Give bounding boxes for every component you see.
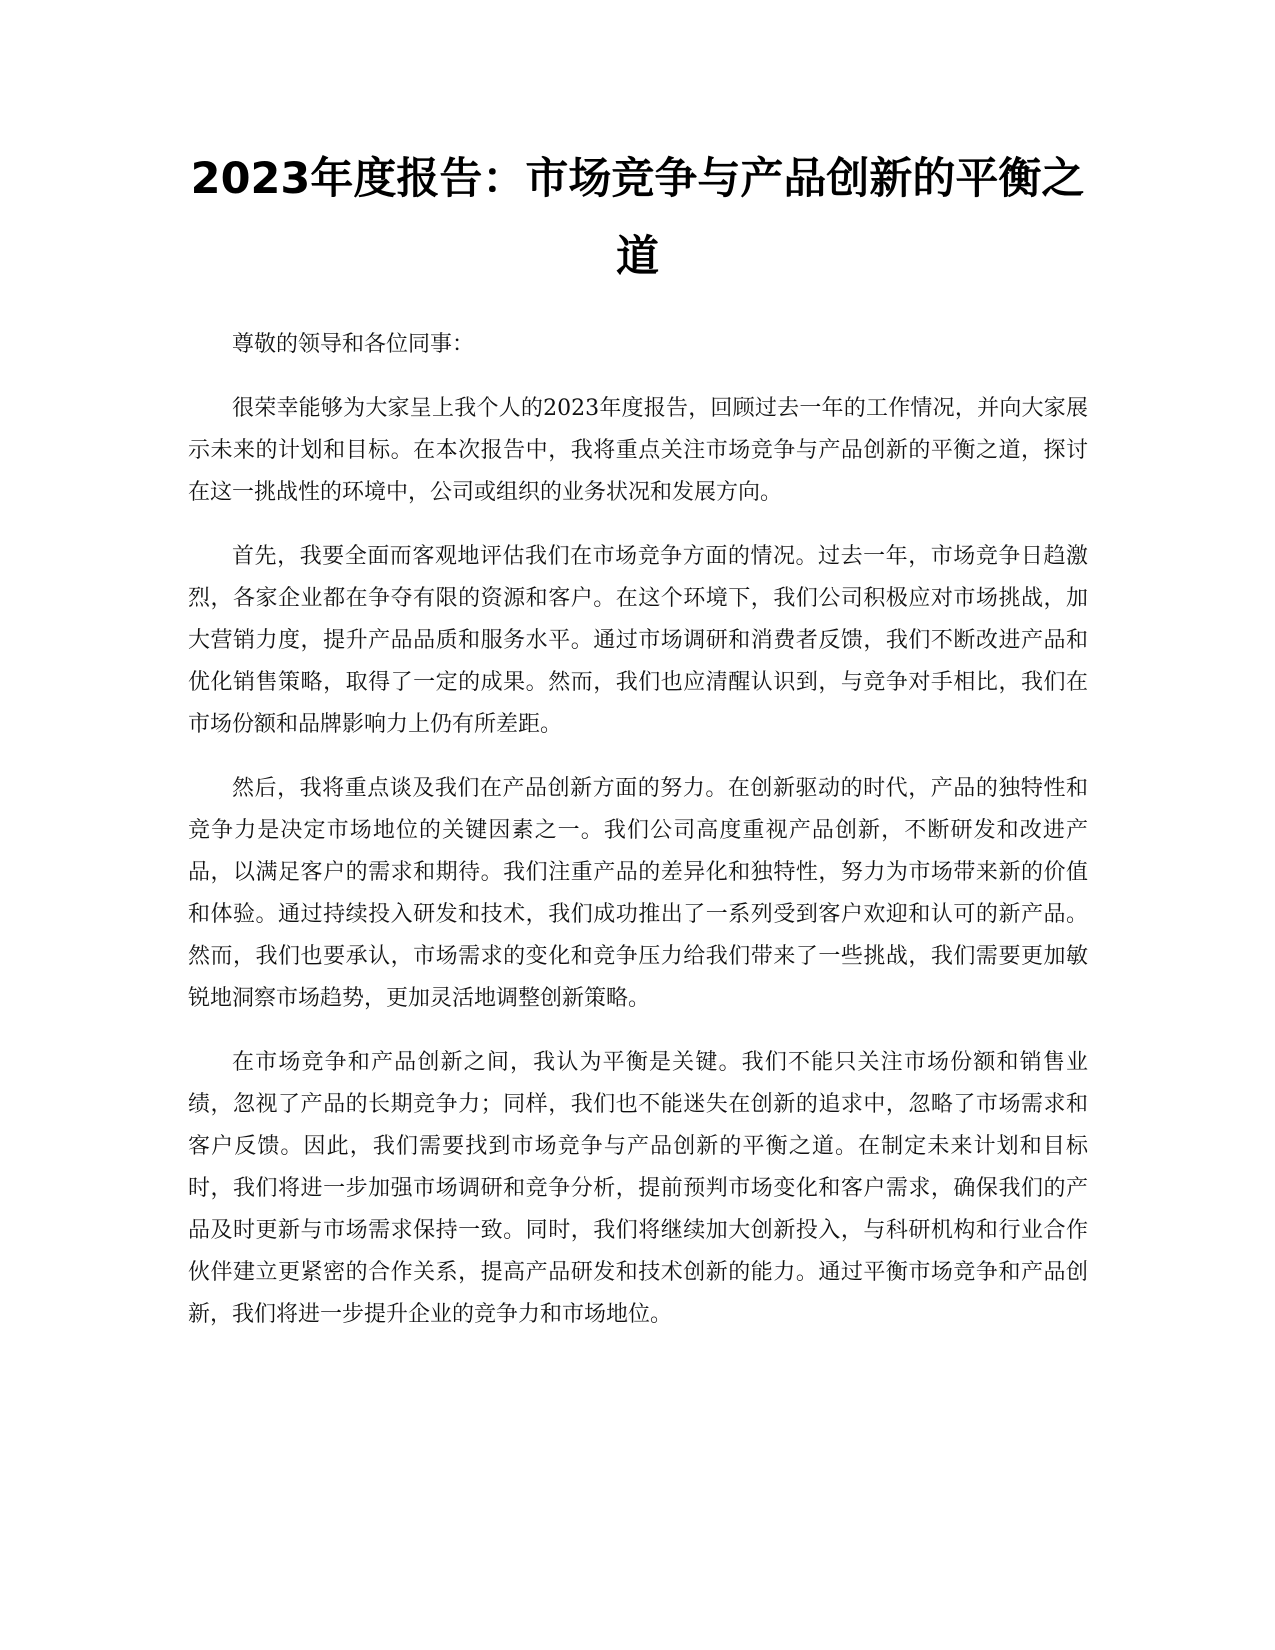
paragraph-market-competition: 首先，我要全面而客观地评估我们在市场竞争方面的情况。过去一年，市场竞争日趋激烈，各家企业都在争夺有限的资源和客户。在这个环境下，我们公司积极应对市场挑战，加大营销力度，提升产品品质和服务水平。通过市场调研和消费者反馈，我们不断改进产品和优化销售策略，取得了一定的成果。然而，我们也应清醒认识到，与竞争对手相比，我们在市场份额和品牌影响力上仍有所差距。 [188, 544, 1088, 737]
paragraph-salutation: 尊敬的领导和各位同事： [232, 332, 475, 357]
paragraph-introduction: 很荣幸能够为大家呈上我个人的2023年度报告，回顾过去一年的工作情况，并向大家展示未来的计划和目标。在本次报告中，我将重点关注市场竞争与产品创新的平衡之道，探讨在这一挑战性的环境中，公司或组织的业务状况和发展方向。 [188, 396, 1088, 505]
document-body [188, 324, 1088, 1358]
paragraph-product-innovation: 然后，我将重点谈及我们在产品创新方面的努力。在创新驱动的时代，产品的独特性和竞争力是决定市场地位的关键因素之一。我们公司高度重视产品创新，不断研发和改进产品，以满足客户的需求和期待。我们注重产品的差异化和独特性，努力为市场带来新的价值和体验。通过持续投入研发和技术，我们成功推出了一系列受到客户欢迎和认可的新产品。然而，我们也要承认，市场需求的变化和竞争压力给我们带来了一些挑战，我们需要更加敏锐地洞察市场趋势，更加灵活地调整创新策略。 [188, 776, 1088, 1011]
document-title: 2023年度报告：市场竞争与产品创新的平衡之道 [190, 154, 1085, 282]
paragraph-balance: 在市场竞争和产品创新之间，我认为平衡是关键。我们不能只关注市场份额和销售业绩，忽视了产品的长期竞争力；同样，我们也不能迷失在创新的追求中，忽略了市场需求和客户反馈。因此，我们需要找到市场竞争与产品创新的平衡之道。在制定未来计划和目标时，我们将进一步加强市场调研和竞争分析，提前预判市场变化和客户需求，确保我们的产品及时更新与市场需求保持一致。同时，我们将继续加大创新投入，与科研机构和行业合作伙伴建立更紧密的合作关系，提高产品研发和技术创新的能力。通过平衡市场竞争和产品创新，我们将进一步提升企业的竞争力和市场地位。 [188, 1050, 1088, 1327]
